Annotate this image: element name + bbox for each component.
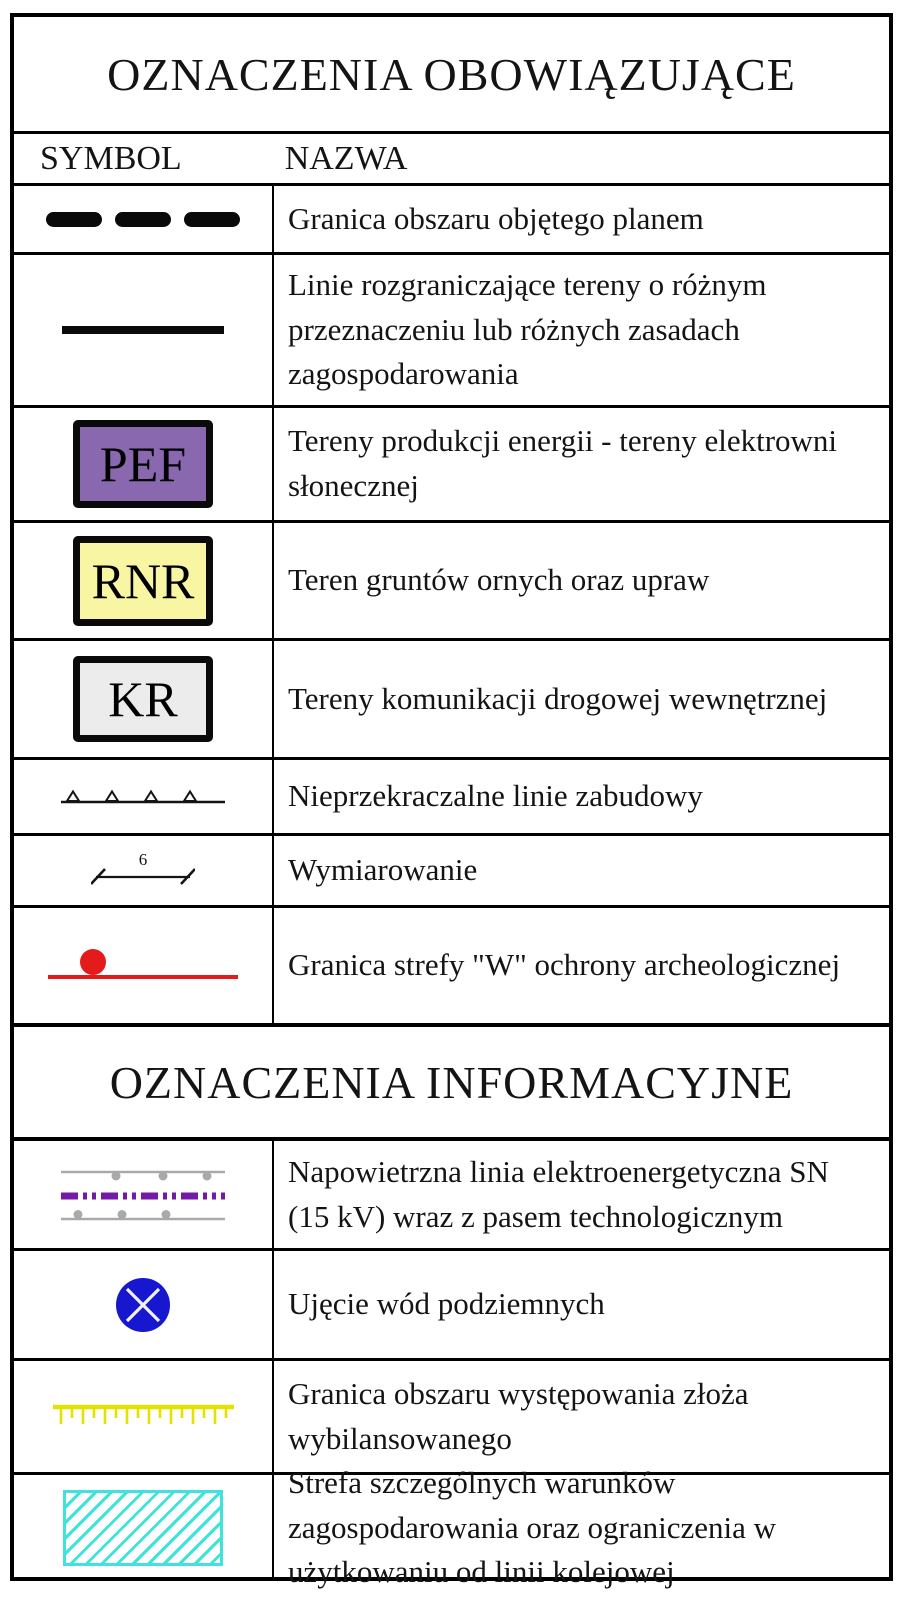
row-label: Granica obszaru występowania złoża wybilansowanego [288, 1375, 749, 1456]
symbol-cell [14, 523, 274, 638]
pef-label: PEF [99, 436, 187, 492]
name-cell [274, 255, 889, 405]
table-row-railway-zone [14, 1464, 889, 1590]
groundwater-intake-circle-icon [114, 1276, 172, 1334]
row-label: Wymiarowanie [288, 852, 478, 888]
name-cell [274, 908, 889, 1023]
column-header-row [14, 131, 889, 183]
column-header-nazwa: NAZWA [284, 139, 408, 177]
rnr-area-box-icon [73, 536, 213, 626]
pef-area-box-icon [73, 420, 213, 508]
table-row-rnr [14, 520, 889, 638]
name-cell [274, 186, 889, 252]
row-label: Linie rozgraniczające tereny o różnym przeznaczeniu lub różnych zasadach zagospodarowania [288, 266, 767, 392]
rnr-label: RNR [91, 552, 195, 609]
section2-title-row [14, 1023, 889, 1137]
dimension-value-label: 6 [138, 851, 148, 869]
name-cell [274, 1251, 889, 1358]
building-limit-triangle-line-icon [61, 787, 225, 807]
symbol-cell [14, 1141, 274, 1248]
section2-title: OZNACZENIA INFORMACYJNE [109, 1056, 794, 1108]
table-row-deposit-boundary [14, 1358, 889, 1472]
row-label: Granica obszaru objętego planem [288, 200, 704, 236]
symbol-cell [14, 186, 274, 252]
name-cell [274, 408, 889, 520]
kr-label: KR [108, 671, 178, 727]
row-label: Tereny komunikacji drogowej wewnętrznej [288, 680, 828, 716]
symbol-cell [14, 908, 274, 1023]
symbol-cell [14, 1251, 274, 1358]
row-label: Strefa szczególnych warunków zagospodarowania oraz ograniczenia w użytkowaniu od linii kolejowej [288, 1464, 777, 1590]
symbol-cell [14, 760, 274, 833]
table-row-plan-boundary [14, 183, 889, 252]
name-cell [274, 836, 889, 905]
name-cell [274, 1464, 889, 1590]
name-cell [274, 1141, 889, 1248]
table-row-dividing-lines [14, 252, 889, 405]
section1-title-row [14, 17, 889, 131]
name-cell [274, 523, 889, 638]
section1-title: OZNACZENIA OBOWIĄZUJĄCE [107, 48, 796, 100]
table-row-kr [14, 638, 889, 757]
row-label: Teren gruntów ornych oraz upraw [288, 562, 710, 598]
table-row-archaeology [14, 905, 889, 1023]
symbol-cell [14, 836, 274, 905]
name-cell [274, 641, 889, 757]
row-label: Tereny produkcji energii - tereny elektrowni słonecznej [288, 423, 838, 503]
symbol-cell [14, 1361, 274, 1472]
table-row-groundwater [14, 1248, 889, 1358]
name-cell [274, 1361, 889, 1472]
row-label: Nieprzekraczalne linie zabudowy [288, 778, 703, 814]
overhead-power-line-icon [58, 1163, 228, 1227]
yellow-deposit-boundary-comb-icon [53, 1404, 234, 1430]
cyan-railway-zone-hatch-icon [63, 1490, 223, 1566]
red-archaeology-boundary-line-icon [48, 949, 238, 983]
row-label: Napowietrzna linia elektroenergetyczna SN (15 kV) wraz z pasem technologicznym [288, 1153, 829, 1234]
symbol-cell [14, 255, 274, 405]
column-header-symbol: SYMBOL [40, 139, 182, 177]
table-row-dimensioning [14, 833, 889, 905]
row-label: Ujęcie wód podziemnych [288, 1286, 605, 1322]
dividing-solid-line-icon [62, 326, 224, 334]
row-label: Granica strefy "W" ochrony archeologicznej [288, 947, 841, 983]
name-cell [274, 760, 889, 833]
table-row-building-limit [14, 757, 889, 833]
kr-area-box-icon [73, 656, 213, 742]
dimension-line-icon [91, 852, 195, 890]
symbol-cell [14, 408, 274, 520]
table-row-pef [14, 405, 889, 520]
symbol-cell [14, 641, 274, 757]
legend-table [10, 13, 893, 1590]
symbol-cell [14, 1475, 274, 1581]
table-row-power-line [14, 1137, 889, 1248]
plan-boundary-dashed-line-icon [46, 212, 240, 227]
